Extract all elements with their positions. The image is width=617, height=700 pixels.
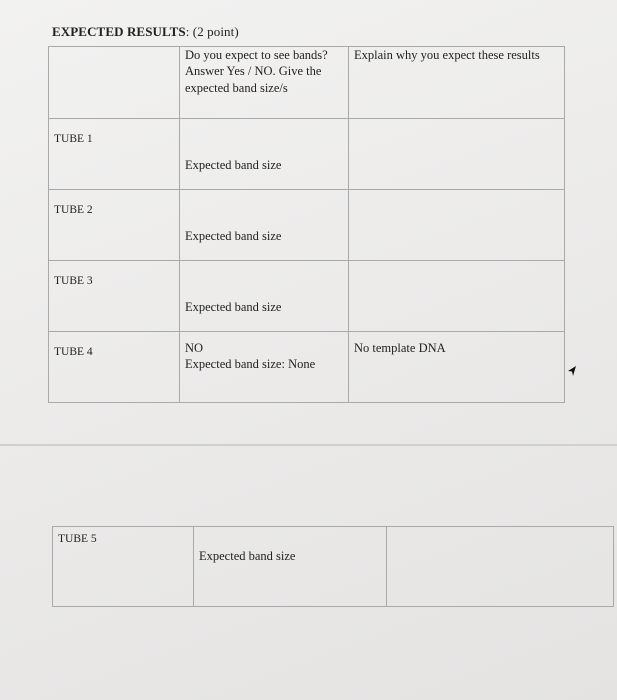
header-row <box>49 47 565 119</box>
expected-cell[interactable] <box>180 190 349 261</box>
explain-text: No template DNA <box>354 341 446 355</box>
expected-cell[interactable]: Expected band size <box>194 527 387 607</box>
tube-name-cell: TUBE 3 <box>49 261 180 332</box>
expected-cell[interactable] <box>180 119 349 190</box>
tube5-table <box>52 526 614 607</box>
table-row <box>53 527 614 607</box>
explain-cell[interactable] <box>349 332 565 403</box>
tube-name-cell: TUBE 5 <box>53 527 194 607</box>
page-title <box>52 24 239 40</box>
tube-name-cell: TUBE 2 <box>49 190 180 261</box>
expected-cell[interactable] <box>180 332 349 403</box>
expected-band-size-label: Expected band size <box>185 229 282 243</box>
table-row <box>49 119 565 190</box>
mouse-cursor-icon <box>566 365 578 377</box>
header-explain-cell: Explain why you expect these results <box>349 47 565 119</box>
title-bold: EXPECTED RESULTS <box>52 24 186 39</box>
header-expect-cell: Do you expect to see bands? Answer Yes / NO. Give the expected band size/s <box>180 47 349 119</box>
expected-band-size-label: Expected band size <box>185 158 282 172</box>
page-divider <box>0 444 617 446</box>
table-row <box>49 332 565 403</box>
results-table <box>48 46 565 403</box>
tube-name-cell: TUBE 4 <box>49 332 180 403</box>
tube-name-cell: TUBE 1 <box>49 119 180 190</box>
explain-cell[interactable] <box>349 190 565 261</box>
header-empty-cell <box>49 47 180 119</box>
title-rest: : (2 point) <box>185 24 239 39</box>
expected-band-size-label: Expected band size: None <box>185 357 316 372</box>
table-row <box>49 261 565 332</box>
answer-text: NO <box>185 341 204 355</box>
explain-cell[interactable] <box>349 119 565 190</box>
expected-cell[interactable] <box>180 261 349 332</box>
explain-cell[interactable] <box>387 527 614 607</box>
expected-band-size-label: Expected band size <box>185 300 282 314</box>
table-row <box>49 190 565 261</box>
explain-cell[interactable] <box>349 261 565 332</box>
